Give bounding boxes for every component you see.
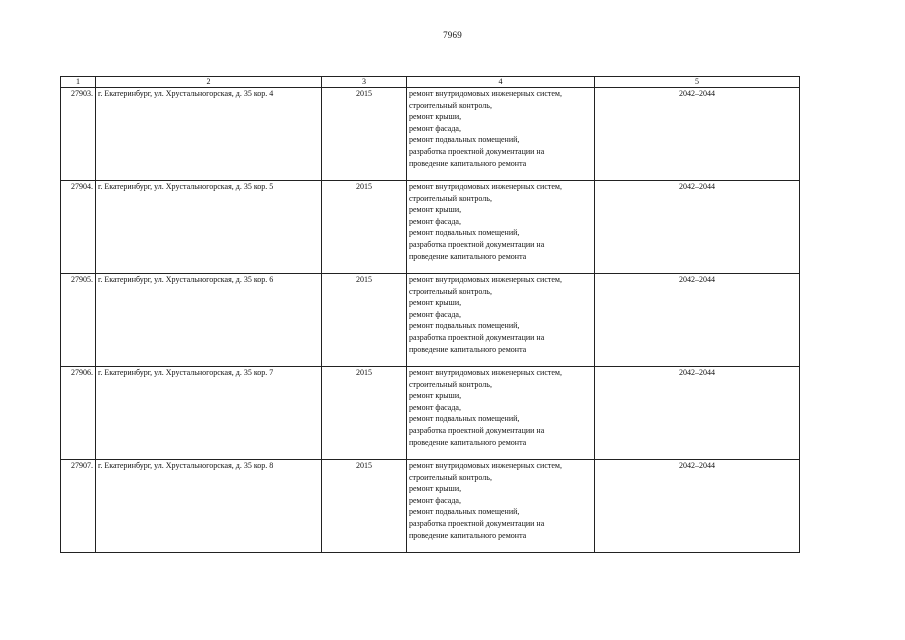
work-item: проведение капитального ремонта <box>409 158 527 168</box>
work-item: разработка проектной документации на <box>409 425 545 435</box>
address-cell: г. Екатеринбург, ул. Хрустальногорская, д. 35 кор. 5 <box>96 181 322 274</box>
works-cell <box>407 367 595 460</box>
work-item: ремонт крыши, <box>409 205 462 215</box>
work-item: ремонт подвальных помещений, <box>409 135 520 145</box>
work-item: проведение капитального ремонта <box>409 437 527 447</box>
address-cell: г. Екатеринбург, ул. Хрустальногорская, д. 35 кор. 8 <box>96 460 322 553</box>
work-item: разработка проектной документации на <box>409 332 545 342</box>
work-item: ремонт внутридомовых инженерных систем, <box>409 89 562 98</box>
page-number: 7969 <box>443 30 462 40</box>
work-item: строительный контроль, <box>409 100 492 110</box>
period-cell: 2042–2044 <box>595 367 800 460</box>
address-cell: г. Екатеринбург, ул. Хрустальногорская, д. 35 кор. 4 <box>96 88 322 181</box>
work-item: ремонт подвальных помещений, <box>409 228 520 238</box>
year-cell: 2015 <box>322 88 407 181</box>
work-item: ремонт фасада, <box>409 123 461 133</box>
work-item: ремонт подвальных помещений, <box>409 321 520 331</box>
work-item: строительный контроль, <box>409 193 492 203</box>
work-item: ремонт фасада, <box>409 216 461 226</box>
row-number-cell: 27907. <box>61 460 96 553</box>
table-row <box>61 88 800 181</box>
work-item: ремонт фасада, <box>409 402 461 412</box>
work-item: строительный контроль, <box>409 472 492 482</box>
row-number-cell: 27904. <box>61 181 96 274</box>
work-item: ремонт крыши, <box>409 298 462 308</box>
year-cell: 2015 <box>322 460 407 553</box>
table-row <box>61 274 800 367</box>
address-cell: г. Екатеринбург, ул. Хрустальногорская, д. 35 кор. 6 <box>96 274 322 367</box>
table-body <box>61 88 800 553</box>
work-item: строительный контроль, <box>409 379 492 389</box>
work-item: разработка проектной документации на <box>409 146 545 156</box>
column-header-2: 2 <box>96 77 322 88</box>
works-cell <box>407 274 595 367</box>
column-header-4: 4 <box>407 77 595 88</box>
table-row <box>61 460 800 553</box>
work-item: ремонт крыши, <box>409 112 462 122</box>
work-item: проведение капитального ремонта <box>409 530 527 540</box>
period-cell: 2042–2044 <box>595 88 800 181</box>
row-number-cell: 27903. <box>61 88 96 181</box>
column-header-1: 1 <box>61 77 96 88</box>
work-item: ремонт фасада, <box>409 495 461 505</box>
period-cell: 2042–2044 <box>595 274 800 367</box>
column-header-5: 5 <box>595 77 800 88</box>
period-cell: 2042–2044 <box>595 181 800 274</box>
table-header-row <box>61 77 800 88</box>
work-item: ремонт подвальных помещений, <box>409 507 520 517</box>
work-item: ремонт внутридомовых инженерных систем, <box>409 275 562 284</box>
work-item: разработка проектной документации на <box>409 239 545 249</box>
period-cell: 2042–2044 <box>595 460 800 553</box>
works-cell <box>407 88 595 181</box>
row-number-cell: 27906. <box>61 367 96 460</box>
work-item: ремонт крыши, <box>409 391 462 401</box>
work-item: ремонт фасада, <box>409 309 461 319</box>
work-item: ремонт внутридомовых инженерных систем, <box>409 368 562 377</box>
table-row <box>61 181 800 274</box>
work-item: разработка проектной документации на <box>409 518 545 528</box>
work-item: ремонт внутридомовых инженерных систем, <box>409 182 562 191</box>
year-cell: 2015 <box>322 181 407 274</box>
table-row <box>61 367 800 460</box>
row-number-cell: 27905. <box>61 274 96 367</box>
work-item: строительный контроль, <box>409 286 492 296</box>
column-header-3: 3 <box>322 77 407 88</box>
works-cell <box>407 460 595 553</box>
works-cell <box>407 181 595 274</box>
work-item: ремонт внутридомовых инженерных систем, <box>409 461 562 470</box>
work-item: ремонт подвальных помещений, <box>409 414 520 424</box>
year-cell: 2015 <box>322 274 407 367</box>
work-item: ремонт крыши, <box>409 484 462 494</box>
repair-schedule-table <box>60 76 800 553</box>
work-item: проведение капитального ремонта <box>409 251 527 261</box>
work-item: проведение капитального ремонта <box>409 344 527 354</box>
year-cell: 2015 <box>322 367 407 460</box>
address-cell: г. Екатеринбург, ул. Хрустальногорская, д. 35 кор. 7 <box>96 367 322 460</box>
